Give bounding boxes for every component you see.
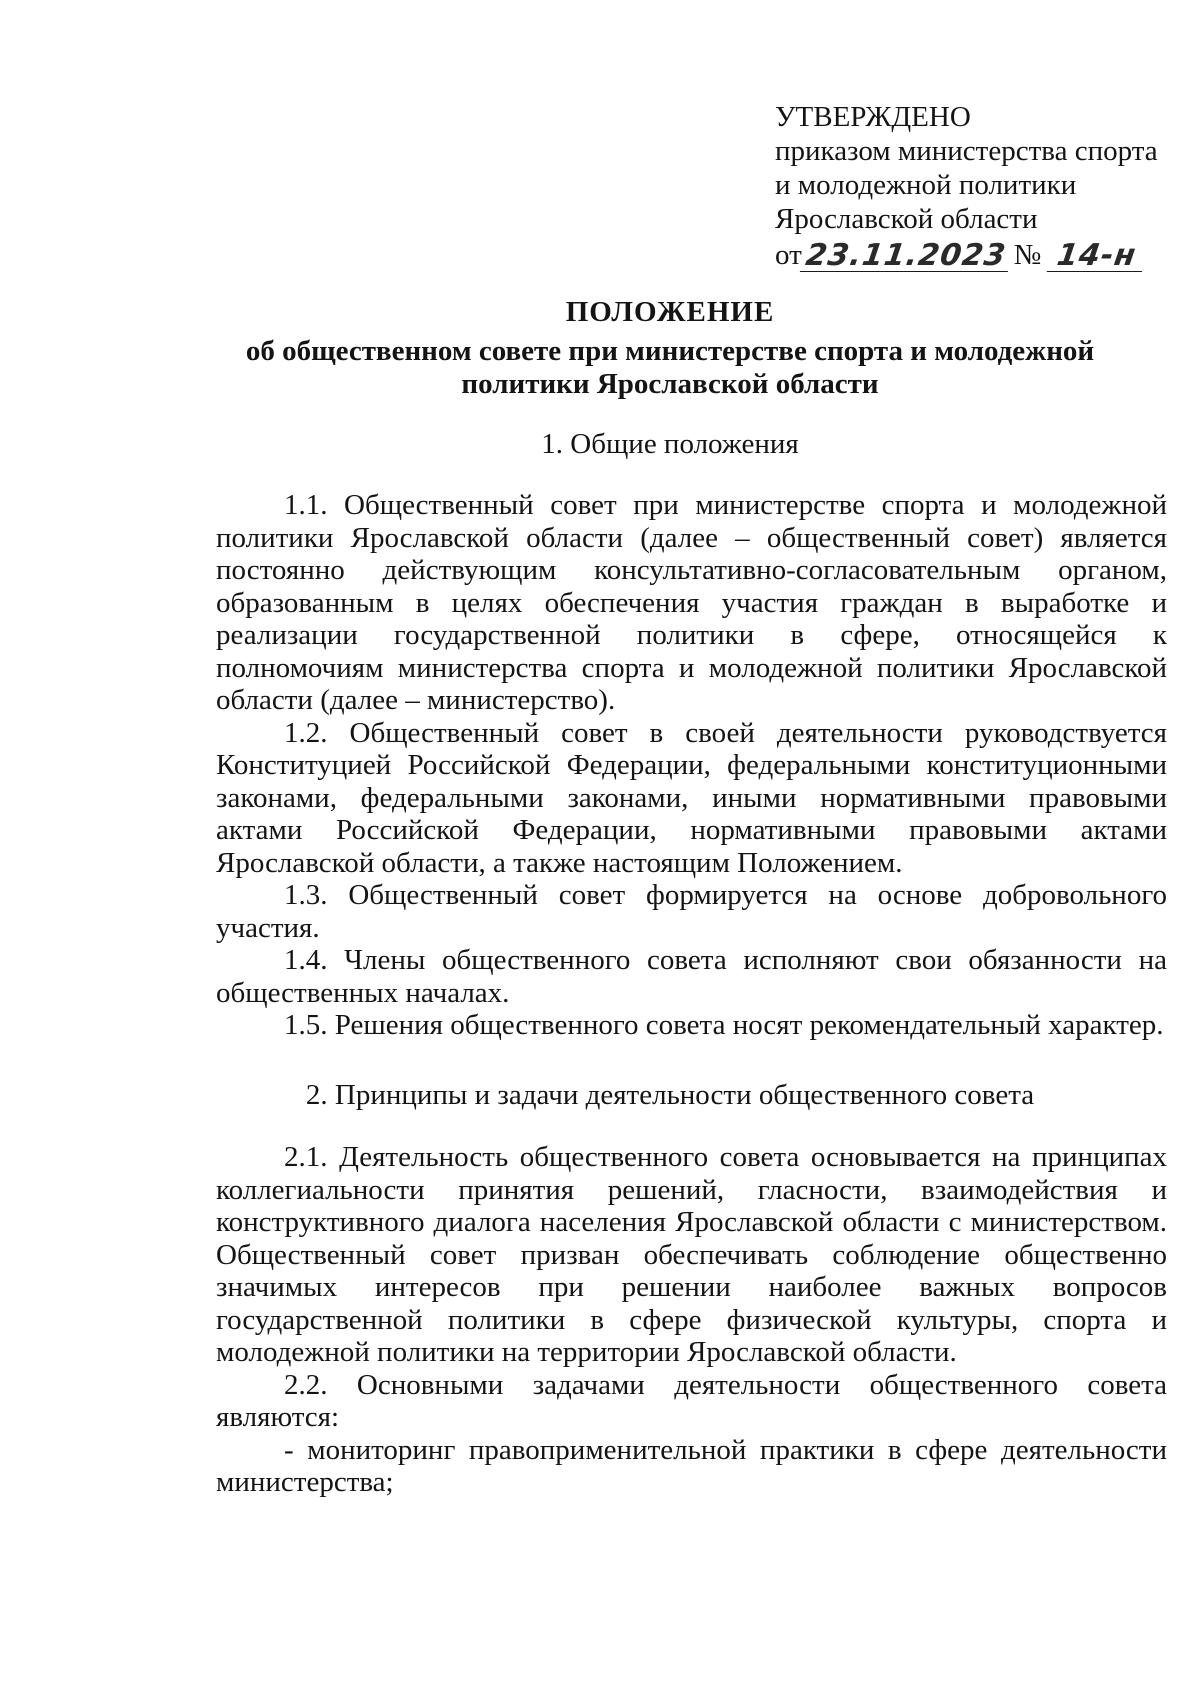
- title-subtitle: об общественном совете при министерстве спорта и молодежной политики Ярославской области: [245, 335, 1095, 400]
- approval-date-line: [775, 238, 1155, 272]
- paragraph-1-2: 1.2. Общественный совет в своей деятельности руководствуется Конституцией Российской Федерации, федеральными конституционными законами, федеральными законами, иными нормативными правовыми актами Российской Федерации, нормативными правовыми актами Ярославской области, а также настоящим Положением.: [216, 716, 1167, 879]
- list-item-monitoring: - мониторинг правоприменительной практики в сфере деятельности министерства;: [216, 1433, 1167, 1498]
- approval-stamp: [775, 100, 1158, 273]
- approval-line-2: и молодежной политики: [775, 169, 1077, 201]
- section-2-heading: 2. Принципы и задачи деятельности общественного совета: [305, 1079, 1035, 1111]
- paragraph-1-4: 1.4. Члены общественного совета исполняют свои обязанности на общественных началах.: [216, 944, 1167, 1009]
- number-label: №: [1013, 239, 1042, 271]
- document-title: [200, 296, 1140, 401]
- paragraph-1-3: 1.3. Общественный совет формируется на основе добровольного участия.: [216, 879, 1167, 944]
- title-main: ПОЛОЖЕНИЕ: [565, 296, 775, 328]
- approval-line-1: приказом министерства спорта: [775, 135, 1158, 167]
- paragraph-2-1: 2.1. Деятельность общественного совета основывается на принципах коллегиальности принятия решений, гласности, взаимодействия и конструктивного диалога населения Ярославской области с министерством. Общественный совет призван обеспечивать соблюдение общественно значимых интересов при решении наиболее важных вопросов государственной политики в сфере физической культуры, спорта и молодежной политики на территории Ярославской области.: [216, 1141, 1167, 1368]
- approval-line-3: Ярославской области: [775, 203, 1038, 235]
- approval-heading: УТВЕРЖДЕНО: [775, 101, 971, 133]
- from-label: от: [775, 239, 802, 271]
- section-2-body: [216, 1141, 1167, 1499]
- paragraph-1-5: 1.5. Решения общественного совета носят рекомендательный характер.: [284, 1009, 1164, 1041]
- section-1-body: [216, 489, 1167, 1042]
- handwritten-date: 23.11.2023: [800, 241, 1012, 272]
- paragraph-2-2: 2.2. Основными задачами деятельности общественного совета являются:: [216, 1368, 1167, 1433]
- paragraph-1-1: 1.1. Общественный совет при министерстве спорта и молодежной политики Ярославской области (далее – общественный совет) является постоянно действующим консультативно-согласовательным органом, образованным в целях обеспечения участия граждан в выработке и реализации государственной политики в сфере, относящейся к полномочиям министерства спорта и молодежной политики Ярославской области (далее – министерство).: [216, 489, 1167, 716]
- section-1-heading: 1. Общие положения: [541, 428, 799, 460]
- handwritten-number: 14-н: [1047, 241, 1146, 272]
